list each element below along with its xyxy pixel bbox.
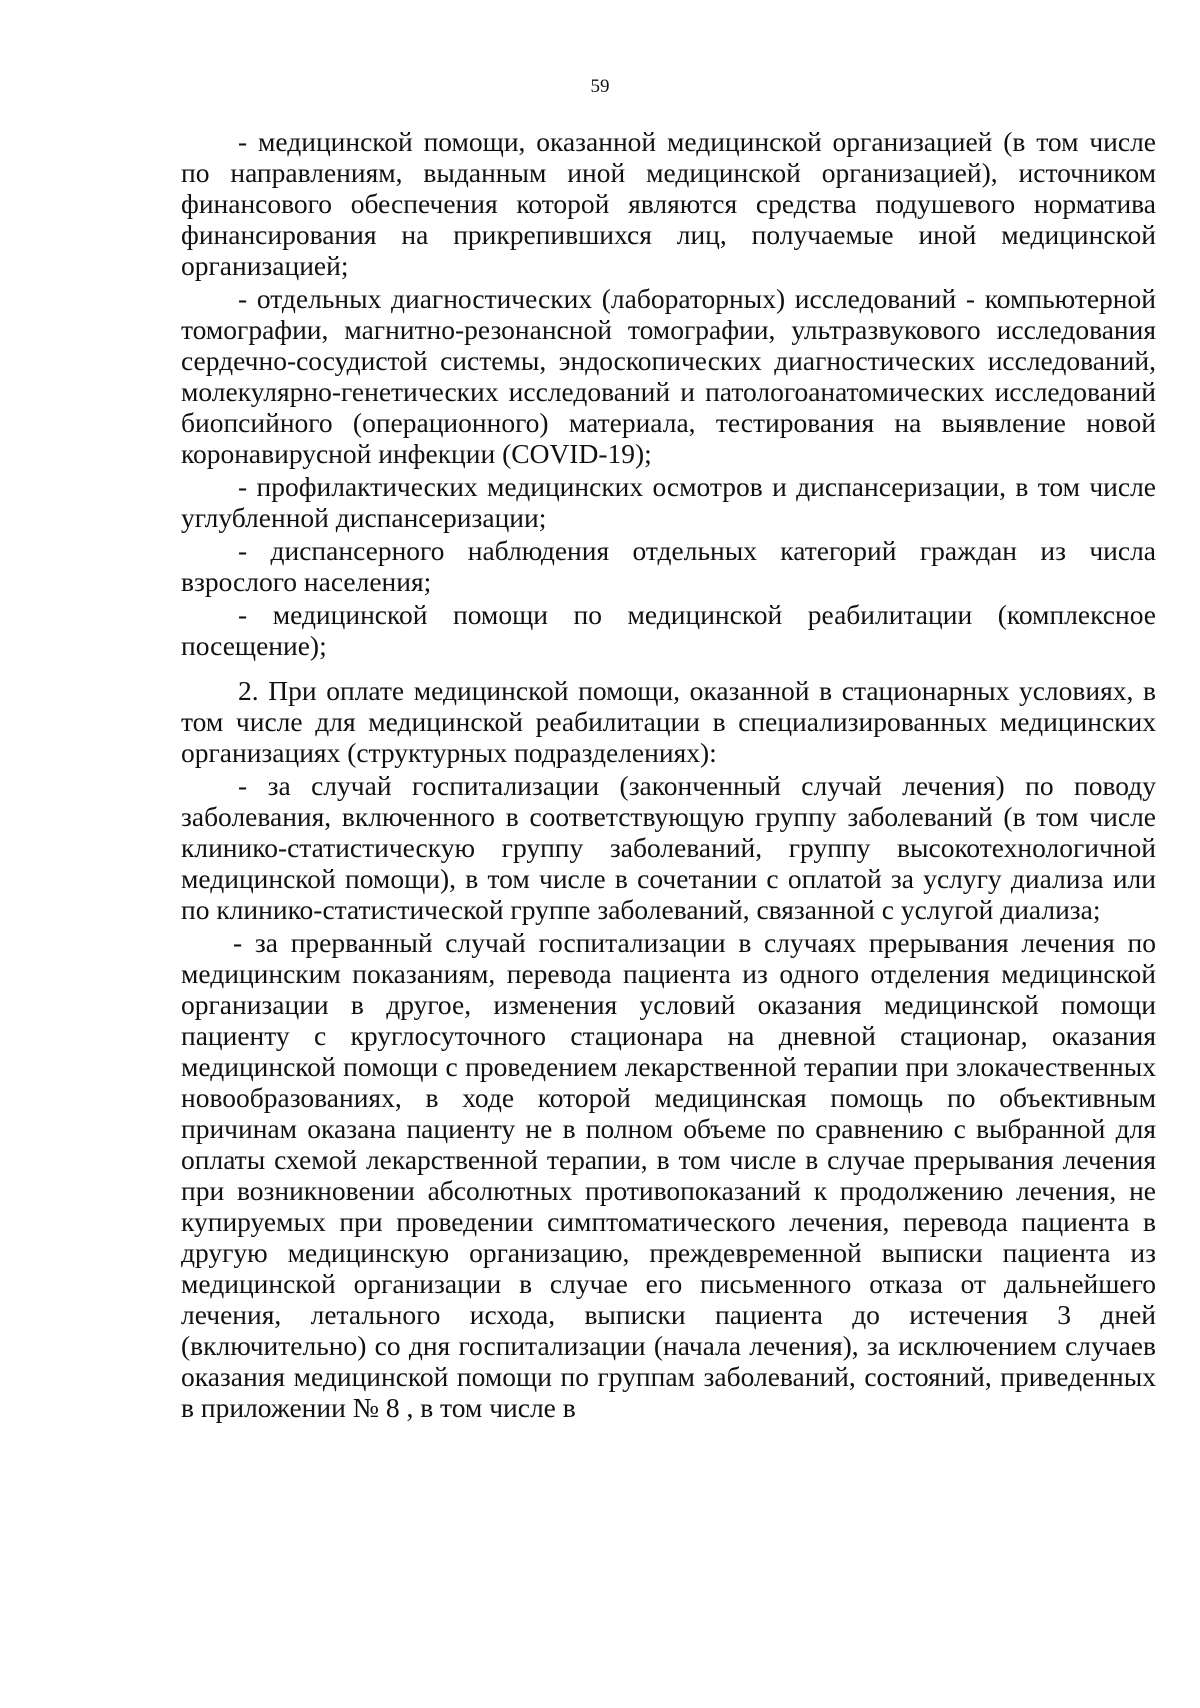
paragraph-dispensary-observation: - диспансерного наблюдения отдельных категорий граждан из числа взрослого населения;: [181, 535, 1156, 597]
paragraph-inpatient-payment: 2. При оплате медицинской помощи, оказанной в стационарных условиях, в том числе для медицинской реабилитации в специализированных медицинских организациях (структурных подразделениях):: [181, 675, 1156, 768]
paragraph-diagnostic-studies: - отдельных диагностических (лабораторных) исследований - компьютерной томографии, магнитно-резонансной томографии, ультразвукового исследования сердечно-сосудистой системы, эндоскопических диагностических исследований, молекулярно-генетических исследований и патологоанатомических исследований биопсийного (операционного) материала, тестирования на выявление новой коронавирусной инфекции (COVID-19);: [181, 283, 1156, 469]
paragraph-hospitalization-case: - за случай госпитализации (законченный случай лечения) по поводу заболевания, включенного в соответствующую группу заболеваний (в том числе клинико-статистическую группу заболеваний, группу высокотехнологичной медицинской помощи), в том числе в сочетании с оплатой за услугу диализа или по клинико-статистической группе заболеваний, связанной с услугой диализа;: [181, 770, 1156, 925]
paragraph-rehabilitation: - медицинской помощи по медицинской реабилитации (комплексное посещение);: [181, 599, 1156, 661]
paragraph-interrupted-case: - за прерванный случай госпитализации в случаях прерывания лечения по медицинским показаниям, перевода пациента из одного отделения медицинской организации в другое, изменения условий оказания медицинской помощи пациенту с круглосуточного стационара на дневной стационар, оказания медицинской помощи с проведением лекарственной терапии при злокачественных новообразованиях, в ходе которой медицинская помощь по объективным причинам оказана пациенту не в полном объеме по сравнению с выбранной для оплаты схемой лекарственной терапии, в том числе в случае прерывания лечения при возникновении абсолютных противопоказаний к продолжению лечения, не купируемых при проведении симптоматического лечения, перевода пациента в другую медицинскую организацию, преждевременной выписки пациента из медицинской организации в случае его письменного отказа от дальнейшего лечения, летального исхода, выписки пациента до истечения 3 дней (включительно) со дня госпитализации (начала лечения), за исключением случаев оказания медицинской помощи по группам заболеваний, состояний, приведенных в приложении № 8 , в том числе в: [181, 927, 1156, 1423]
page-number: 59: [590, 76, 610, 97]
paragraph-medical-care-attached: - медицинской помощи, оказанной медицинской организацией (в том числе по направлениям, выданным иной медицинской организацией), источником финансового обеспечения которой являются средства подушевого норматива финансирования на прикрепившихся лиц, получаемые иной медицинской организацией;: [181, 126, 1156, 281]
paragraph-preventive-exams: - профилактических медицинских осмотров и диспансеризации, в том числе углубленной диспансеризации;: [181, 471, 1156, 533]
document-body: [181, 126, 1156, 1425]
